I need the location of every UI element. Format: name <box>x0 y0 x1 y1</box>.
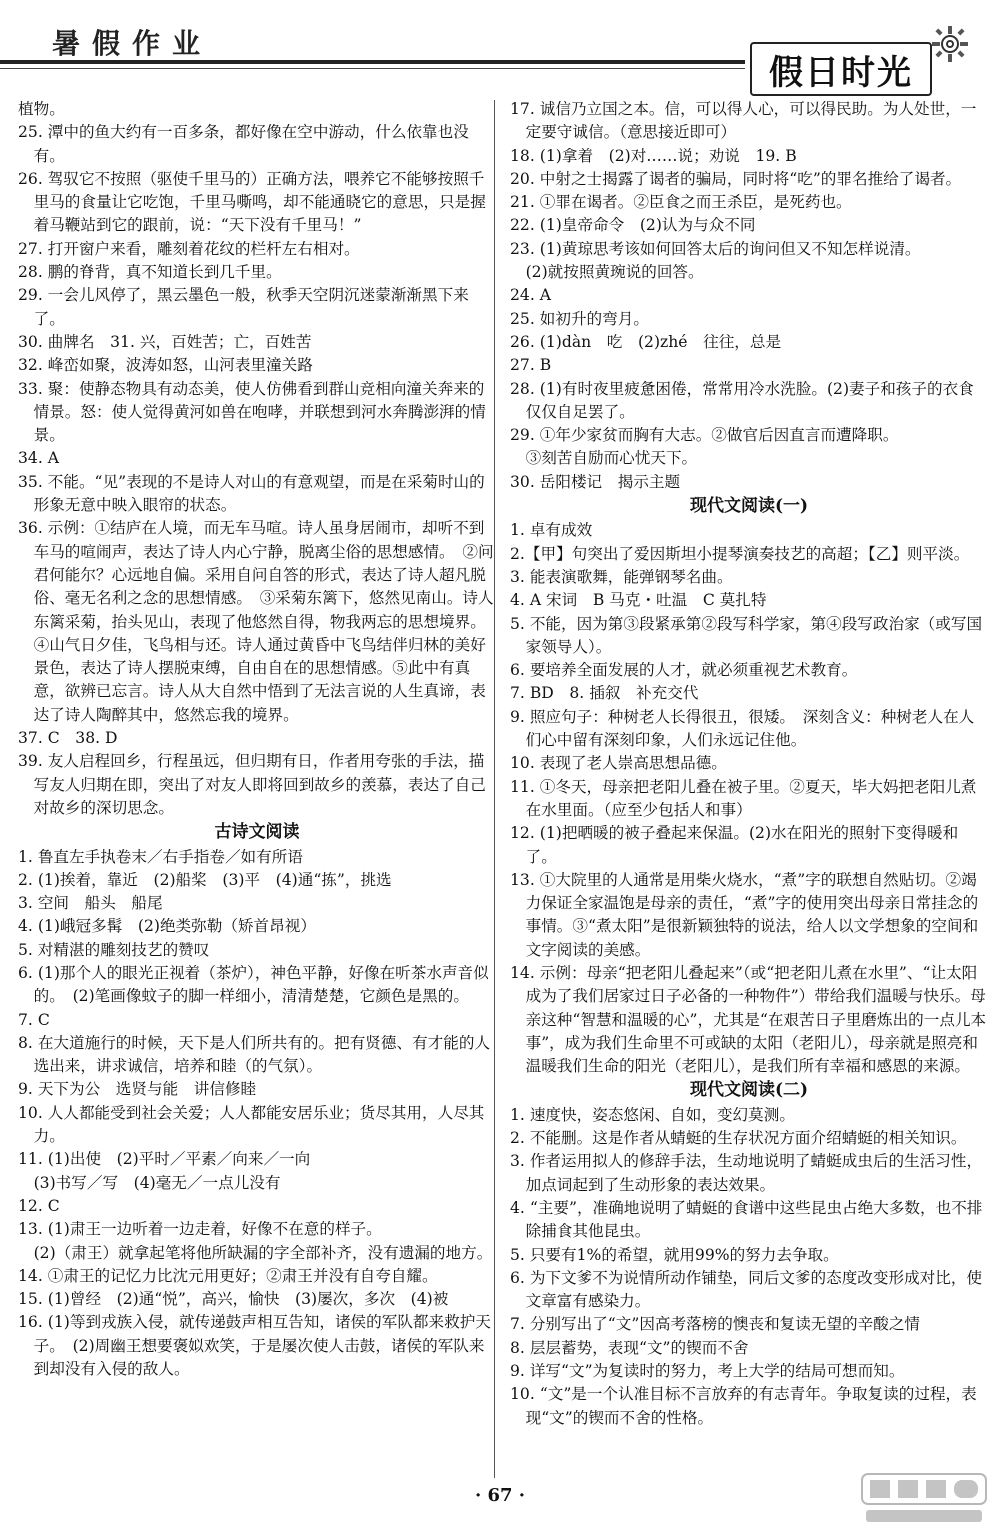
page-header <box>0 0 1000 100</box>
answer-item <box>510 1150 988 1197</box>
answer-text: 8. 在大道施行的时候，天下是人们所共有的。把有贤德、有才能的人选出来，讲求诚信，培养和睦（的气氛）。 <box>18 1033 491 1076</box>
answer-text: 2. (1)挨着，靠近 (2)船桨 (3)平 (4)通“拣”，挑选 <box>18 870 392 889</box>
answer-item <box>510 1267 988 1314</box>
answer-text: 13. (1)肃王一边听着一边走着，好像不在意的样子。 <box>18 1220 382 1239</box>
answer-item <box>18 962 496 1009</box>
section-title: 现代文阅读(一) <box>689 496 809 517</box>
answer-text: 21. ①罪在谒者。②臣食之而王杀臣，是死药也。 <box>510 193 852 212</box>
answer-text: 32. 峰峦如聚，波涛如怒，山河表里潼关路 <box>18 356 313 375</box>
answer-text: 24. A <box>510 286 552 305</box>
answer-item <box>510 1360 988 1383</box>
answer-item <box>510 168 988 191</box>
answer-item <box>510 354 988 377</box>
right-column <box>510 98 988 1430</box>
answer-item <box>18 121 496 168</box>
answer-item <box>510 706 988 753</box>
answer-item <box>510 822 988 869</box>
answer-text: 9. 天下为公 选贤与能 讲信修睦 <box>18 1080 257 1099</box>
answer-item <box>510 308 988 331</box>
answer-item <box>510 543 988 566</box>
answer-text: 14. 示例：母亲“把老阳儿叠起来”（或“把老阳儿煮在水里”、“让太阳成为了我们居家过日子必备的一种物件”）带给我们温暖与快乐。母亲这种“智慧和温暖的心”，尤其是“在艰苦日子里磨炼出的一点儿本事”，成为我们生命里不可或缺的太阳（老阳儿），母亲就是照亮和温暖我们生命的阳光（老阳儿），是我们所有幸福和感恩的来源。 <box>510 963 987 1076</box>
answer-item <box>18 727 496 750</box>
header-rule <box>0 60 745 64</box>
answer-item <box>18 447 496 470</box>
answer-item <box>510 519 988 542</box>
answer-item <box>18 284 496 331</box>
answer-item <box>510 331 988 354</box>
answer-text: 28. 鹏的脊背，真不知道长到几千里。 <box>18 263 282 282</box>
answer-item <box>510 238 988 261</box>
answer-text: 27. 打开窗户来看，雕刻着花纹的栏杆左右相对。 <box>18 239 360 258</box>
answer-text: 18. (1)拿着 (2)对……说；劝说 19. B <box>510 146 797 165</box>
answer-text: 36. 示例：①结庐在人境，而无车马喧。诗人虽身居闹市，却听不到车马的喧闹声，表达了诗人内心宁静，脱离尘俗的思想感情。 ②问君何能尔？心远地自偏。采用自问自答的形式，表达了诗人超凡脱俗、毫无名利之念的思想情感。 ③采菊东篱下，悠然见南山。诗人东篱采菊，抬头见山，表现了他悠然自得，物我两忘的思想境界。 ④山气日夕佳，飞鸟相与还。诗人通过黄昏中飞鸟结伴归林的美好景色，表达了诗人摆脱束缚，自由自在的思想情感。⑤此中有真意，欲辨已忘言。诗人从大自然中悟到了无法言说的人生真谛，表达了诗人陶醉其中，悠然忘我的境界。 <box>18 519 494 724</box>
answer-item <box>18 1218 496 1241</box>
answer-item <box>510 261 988 284</box>
answer-text: 26. 驾驭它不按照（驱使千里马的）正确方法，喂养它不能够按照千里马的食量让它吃饱，千里马嘶鸣，却不能通晓它的意思，只是握着马鞭站到它的跟前，说：“天下没有千里马！” <box>18 169 486 235</box>
answer-text: 39. 友人启程回乡，行程虽远，但归期有日，作者用夸张的手法，描写友人归期在即，突出了对友人即将回到故乡的羡慕，表达了自己对故乡的深切思念。 <box>18 752 486 817</box>
answer-text: 17. 诚信乃立国之本。信，可以得人心，可以得民助。为人处世，一定要守诚信。（意思接近即可） <box>510 100 977 142</box>
answer-text: (2)（肃王）就拿起笔将他所缺漏的字全部补齐，没有遗漏的地方。 <box>18 1243 493 1262</box>
answer-text: 22. (1)皇帝命令 (2)认为与众不同 <box>510 216 756 235</box>
answer-text: 3. 作者运用拟人的修辞手法，生动地说明了蜻蜓成虫后的生活习性，加点词起到了生动形象的表达效果。 <box>510 1152 983 1194</box>
answer-item <box>18 1102 496 1149</box>
answer-text: 27. B <box>510 356 552 375</box>
answer-item <box>510 424 988 447</box>
answer-text: 13. ①大院里的人通常是用柴火烧水，“煮”字的联想自然贴切。②竭力保证全家温饱是母亲的责任，“煮”字的使用突出母亲日常挂念的事情。③“煮太阳”是很新颖独特的说法，给人以文学想象的空间和文字阅读的美感。 <box>510 870 979 959</box>
answer-item <box>510 1197 988 1244</box>
answer-item <box>18 750 496 820</box>
answer-item <box>510 962 988 1078</box>
answer-item <box>18 354 496 377</box>
answer-text: 5. 不能，因为第③段紧承第②段写科学家，第④段写政治家（或写国家领导人）。 <box>510 614 983 656</box>
section-title: 古诗文阅读 <box>214 822 300 843</box>
answer-text: 29. ①年少家贫而胸有大志。②做官后因直言而遭降职。 <box>510 426 899 445</box>
answer-text: 2. 不能删。这是作者从蜻蜓的生存状况方面介绍蜻蜓的相关知识。 <box>510 1129 967 1148</box>
answer-text: 25. 潭中的鱼大约有一百多条，都好像在空中游动，什么依靠也没有。 <box>18 123 469 165</box>
header-title: 暑假作业 <box>52 27 213 60</box>
answer-item <box>18 1288 496 1311</box>
header-banner: 假日时光 <box>750 42 932 96</box>
answer-text: 30. 曲牌名 31. 兴，百姓苦；亡，百姓苦 <box>18 332 312 351</box>
answer-text: 9. 详写“文”为复读时的努力，考上大学的结局可想而知。 <box>510 1362 905 1381</box>
answer-text: 16. (1)等到戎族入侵，就传递鼓声相互告知，诸侯的军队都来救护天子。 (2)周幽王想要褒姒欢笑，于是屡次使人击鼓，诸侯的军队来到却没有入侵的敌人。 <box>18 1313 491 1379</box>
answer-text: 植物。 <box>18 100 65 118</box>
answer-text: 4. (1)峨冠多髯 (2)绝类弥勒（矫首昂视） <box>18 917 316 936</box>
answer-item <box>18 1195 496 1218</box>
answer-text: 6. (1)那个人的眼光正视着（茶炉），神色平静，好像在听茶水声音似的。 (2)笔画像蚊子的脚一样细小，清清楚楚，它颜色是黑的。 <box>18 963 489 1006</box>
answer-text: 34. A <box>18 449 60 468</box>
answer-text: 33. 聚：使静态物具有动态美，使人仿佛看到群山竞相向潼关奔来的情景。怒：使人觉得黄河如兽在咆哮，并联想到河水奔腾澎湃的情景。 <box>18 379 486 445</box>
answer-item <box>18 261 496 284</box>
header-rule-thin <box>0 68 745 69</box>
answer-item <box>510 776 988 823</box>
answer-text: 10. 表现了老人崇高思想品德。 <box>510 754 727 773</box>
answer-item <box>18 378 496 448</box>
answer-item <box>510 284 988 307</box>
answer-item <box>510 1313 988 1336</box>
answer-text: 6. 为下文爹不为说情所动作铺垫，同后文爹的态度改变形成对比，使文章富有感染力。 <box>510 1268 983 1311</box>
answer-text: 26. (1)dàn 吃 (2)zhé 往往，总是 <box>510 332 782 351</box>
answer-item <box>510 589 988 612</box>
answer-text: (3)书写／写 (4)毫无／一点儿没有 <box>18 1173 281 1192</box>
answer-text: 1. 卓有成效 <box>510 521 593 540</box>
answer-text: 11. (1)出使 (2)平时／平素／向来／一向 <box>18 1150 311 1169</box>
answer-item <box>18 238 496 261</box>
answer-text: 3. 能表演歌舞，能弹钢琴名曲。 <box>510 567 733 586</box>
answer-text: 6. 要培养全面发展的人才，就必须重视艺术教育。 <box>510 661 858 680</box>
answer-item <box>510 1127 988 1150</box>
answer-item <box>510 869 988 962</box>
answer-text: 12. (1)把晒暖的被子叠起来保温。(2)水在阳光的照射下变得暖和了。 <box>510 824 959 866</box>
answer-text: 1. 速度快，姿态悠闲、自如，变幻莫测。 <box>510 1105 795 1124</box>
answer-item <box>510 613 988 660</box>
answer-item <box>18 915 496 938</box>
answer-text: 1. 鲁直左手执卷末／右手指卷／如有所语 <box>18 847 303 866</box>
answer-item <box>18 168 496 238</box>
answer-text: 7. 分别写出了“文”因高考落榜的懊丧和复读无望的辛酸之情 <box>510 1315 921 1334</box>
answer-text: 4. “主要”，准确地说明了蜻蜓的食谱中这些昆虫占绝大多数，也不排除捕食其他昆虫。 <box>510 1198 983 1241</box>
answer-text: 12. C <box>18 1196 60 1215</box>
answer-text: 7. C <box>18 1010 50 1029</box>
answer-text: ③刻苦自励而心忧天下。 <box>510 449 698 468</box>
answer-text: 3. 空间 船头 船尾 <box>18 894 163 913</box>
answer-text: 20. 中射之士揭露了谒者的骗局，同时将“吃”的罪名推给了谒者。 <box>510 169 962 188</box>
answer-text: (2)就按照黄琬说的回答。 <box>510 263 704 282</box>
left-column <box>18 98 496 1381</box>
answer-text: 10. “文”是一个认准目标不言放弃的有志青年。争取复读的过程，表现“文”的锲而不舍的性格。 <box>510 1385 977 1427</box>
column-divider <box>494 100 495 1478</box>
answer-item <box>18 1172 496 1195</box>
answer-text: 5. 只要有1%的希望，就用99%的努力去争取。 <box>510 1245 839 1264</box>
answer-item <box>18 517 496 727</box>
gear-decoration-icon <box>928 22 972 66</box>
answer-item <box>510 1244 988 1267</box>
watermark-logo <box>858 1468 990 1528</box>
answer-item <box>18 98 496 121</box>
answer-text: 29. 一会儿风停了，黑云墨色一般，秋季天空阴沉迷蒙渐渐黑下来了。 <box>18 286 469 328</box>
answer-item <box>510 471 988 494</box>
answer-item <box>18 1311 496 1381</box>
section-title: 现代文阅读(二) <box>689 1080 809 1101</box>
answer-text: 11. ①冬天，母亲把老阳儿叠在被子里。②夏天，毕大妈把老阳儿煮在水里面。（应至少包括人和事） <box>510 777 977 819</box>
answer-item <box>510 566 988 589</box>
answer-item <box>18 1242 496 1265</box>
answer-item <box>18 1009 496 1032</box>
answer-item <box>510 447 988 470</box>
answer-text: 10. 人人都能受到社会关爱；人人都能安居乐业；货尽其用，人尽其力。 <box>18 1103 485 1146</box>
answer-text: 15. (1)曾经 (2)通“悦”，高兴，愉快 (3)屡次，多次 (4)被 <box>18 1290 449 1309</box>
answer-item <box>510 378 988 425</box>
answer-text: 2.【甲】句突出了爱因斯坦小提琴演奏技艺的高超；【乙】则平淡。 <box>510 544 970 563</box>
answer-text: 30. 岳阳楼记 揭示主题 <box>510 472 681 491</box>
answer-text: 9. 照应句子：种树老人长得很丑，很矮。 深刻含义：种树老人在人们心中留有深刻印象，人们永远记住他。 <box>510 707 975 750</box>
answer-item <box>510 145 988 168</box>
answer-text: 23. (1)黄琼思考该如何回答太后的询问但又不知怎样说清。 <box>510 239 921 258</box>
answer-text: 37. C 38. D <box>18 729 118 748</box>
answer-item <box>510 752 988 775</box>
answer-text: 35. 不能。“见”表现的不是诗人对山的有意观望，而是在采菊时山的形象无意中映入眼帘的状态。 <box>18 472 485 515</box>
answer-item <box>510 682 988 705</box>
answer-item <box>510 98 988 145</box>
answer-item <box>18 1078 496 1101</box>
answer-item <box>18 1032 496 1079</box>
answer-item <box>510 1104 988 1127</box>
answer-item <box>510 214 988 237</box>
answer-text: 28. (1)有时夜里疲惫困倦，常常用冷水洗脸。(2)妻子和孩子的衣食仅仅自足罢了。 <box>510 379 974 421</box>
answer-item <box>510 191 988 214</box>
answer-text: 5. 对精湛的雕刻技艺的赞叹 <box>18 940 210 959</box>
answer-item <box>18 846 496 869</box>
answer-text: 14. ①肃王的记忆力比沈元用更好；②肃王并没有自夸自耀。 <box>18 1266 438 1285</box>
answer-item <box>18 892 496 915</box>
answer-item <box>510 1383 988 1430</box>
answer-item <box>18 1265 496 1288</box>
answer-item <box>510 659 988 682</box>
answer-text: 8. 层层蓄势，表现“文”的锲而不舍 <box>510 1338 749 1357</box>
answer-item <box>18 471 496 518</box>
page-number: · 67 · <box>474 1485 526 1506</box>
answer-item <box>18 331 496 354</box>
answer-item <box>18 869 496 892</box>
answer-text: 7. BD 8. 插叙 补充交代 <box>510 684 699 703</box>
answer-item <box>510 1337 988 1360</box>
answer-item <box>18 939 496 962</box>
answer-item <box>18 1148 496 1171</box>
answer-text: 4. A 宋词 B 马克・吐温 C 莫扎特 <box>510 591 767 610</box>
answer-text: 25. 如初升的弯月。 <box>510 309 649 328</box>
